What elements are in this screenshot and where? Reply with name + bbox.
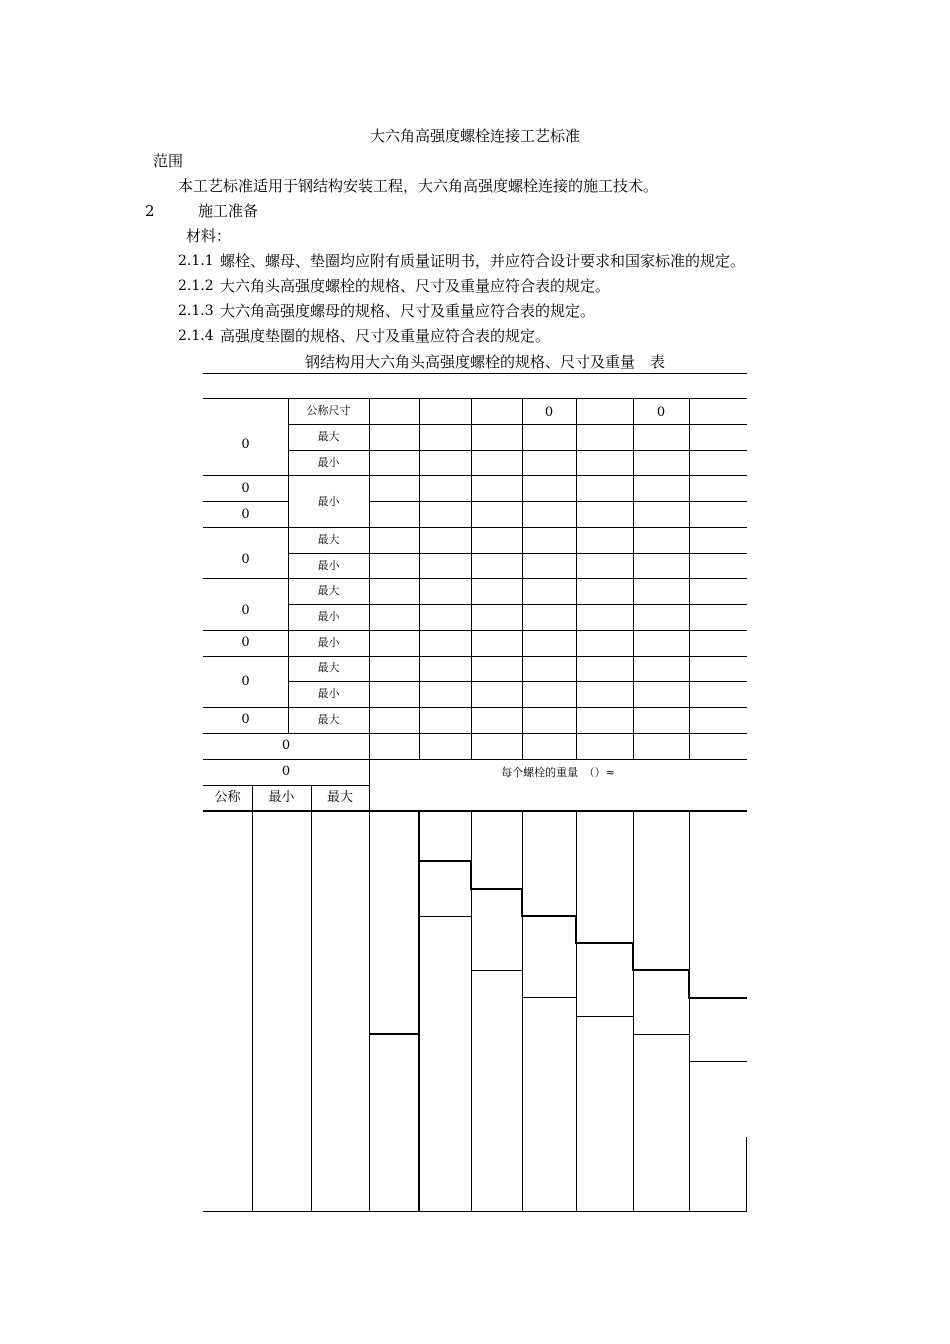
item-number: 2.1.3	[178, 303, 214, 319]
col-line	[633, 811, 634, 1211]
step-line-bold	[575, 915, 577, 944]
col-line	[369, 811, 370, 1211]
step-line-bold	[575, 942, 634, 944]
row-line	[203, 475, 747, 476]
col-line	[689, 398, 690, 759]
row-line	[288, 604, 747, 605]
step-line-bold	[470, 860, 472, 890]
step-line-bold	[418, 860, 472, 862]
row-line	[203, 578, 747, 579]
col-min-label: 最小	[268, 790, 295, 805]
min-label: 最小	[317, 495, 340, 508]
section2-number: 2	[145, 202, 155, 220]
row-line	[203, 759, 747, 760]
step-line-thin	[633, 1034, 689, 1035]
step-line-bold	[632, 942, 634, 971]
row-label: 0	[241, 674, 250, 689]
step-line-bold	[521, 888, 523, 917]
step-line-thin	[419, 916, 471, 917]
step-line-thin	[471, 970, 522, 971]
row-label: 0	[281, 764, 291, 779]
max-label: 最大	[317, 430, 340, 443]
row-line	[203, 707, 747, 708]
table-rule	[203, 373, 747, 374]
row-line	[203, 785, 369, 786]
col-line	[633, 398, 634, 759]
cell-value: 0	[544, 405, 554, 420]
row-label: 0	[241, 507, 250, 522]
materials-label: 材料：	[186, 227, 232, 245]
row-label: 0	[241, 635, 250, 650]
item-number: 2.1.1	[178, 253, 214, 269]
table-bottom-rule	[203, 1211, 747, 1212]
step-line-bold	[369, 1033, 420, 1035]
col-line	[746, 1137, 747, 1211]
step-line-bold	[521, 915, 577, 917]
col-max-label: 最大	[326, 790, 353, 805]
weight-label: 每个螺栓的重量 （）≈	[501, 766, 615, 779]
max-label: 最大	[317, 533, 340, 546]
step-line-bold	[632, 969, 690, 971]
col-nominal-label: 公称	[214, 790, 241, 805]
min-label: 最小	[317, 559, 340, 572]
row-label: 0	[281, 738, 291, 753]
col-line	[522, 811, 523, 1211]
document-title: 大六角高强度螺栓连接工艺标准	[369, 127, 580, 145]
row-label: 0	[241, 603, 250, 618]
step-line-bold	[688, 969, 690, 999]
row-line	[203, 527, 747, 528]
section1-heading: 范围	[153, 152, 184, 170]
min-label: 最小	[317, 610, 340, 623]
step-line-thin	[522, 997, 576, 998]
step-line-bold	[470, 888, 523, 890]
row-line	[288, 450, 747, 451]
row-line	[203, 810, 747, 812]
row-line	[203, 733, 747, 734]
row-line	[288, 681, 747, 682]
col-line	[419, 398, 420, 759]
min-label: 最小	[317, 687, 340, 700]
col-line	[369, 398, 370, 759]
max-label: 最大	[317, 661, 340, 674]
step-line-bold	[688, 997, 747, 999]
table-rule	[203, 398, 747, 399]
item-number: 2.1.2	[178, 278, 214, 294]
cell-value: 0	[656, 405, 666, 420]
section1-body: 本工艺标准适用于钢结构安装工程，大六角高强度螺栓连接的施工技术。	[178, 177, 659, 195]
row-line	[203, 630, 747, 631]
col-line	[471, 398, 472, 759]
min-label: 最小	[317, 456, 340, 469]
col-line	[311, 785, 312, 1211]
row-label: 0	[241, 481, 250, 496]
col-line	[522, 398, 523, 759]
min-label: 最小	[317, 636, 340, 649]
row-line	[203, 656, 747, 657]
table-caption: 钢结构用大六角头高强度螺栓的规格、尺寸及重量 表	[304, 353, 665, 371]
section2-heading: 施工准备	[198, 202, 259, 220]
col-line	[576, 398, 577, 759]
row-label: 0	[241, 437, 250, 452]
row-line	[288, 553, 747, 554]
step-line-bold	[418, 811, 420, 1211]
max-label: 最大	[317, 584, 340, 597]
item-text: 高强度垫圈的规格、尺寸及重量应符合表的规定。	[220, 327, 551, 345]
item-text: 大六角头高强度螺栓的规格、尺寸及重量应符合表的规定。	[220, 277, 611, 295]
item-text: 螺栓、螺母、垫圈均应附有质量证明书，并应符合设计要求和国家标准的规定。	[220, 252, 746, 270]
row-line	[369, 501, 747, 502]
max-label: 最大	[317, 713, 340, 726]
row-label: 0	[241, 712, 250, 727]
row-line	[288, 424, 747, 425]
item-text: 大六角高强度螺母的规格、尺寸及重量应符合表的规定。	[220, 302, 596, 320]
row-line	[203, 501, 288, 502]
header-nominal-size: 公称尺寸	[306, 404, 351, 417]
row-label: 0	[241, 552, 250, 567]
col-line	[689, 811, 690, 1211]
col-line	[252, 785, 253, 1211]
col-line	[576, 811, 577, 1211]
item-number: 2.1.4	[178, 328, 214, 344]
step-line-thin	[689, 1061, 747, 1062]
step-line-thin	[576, 1016, 633, 1017]
